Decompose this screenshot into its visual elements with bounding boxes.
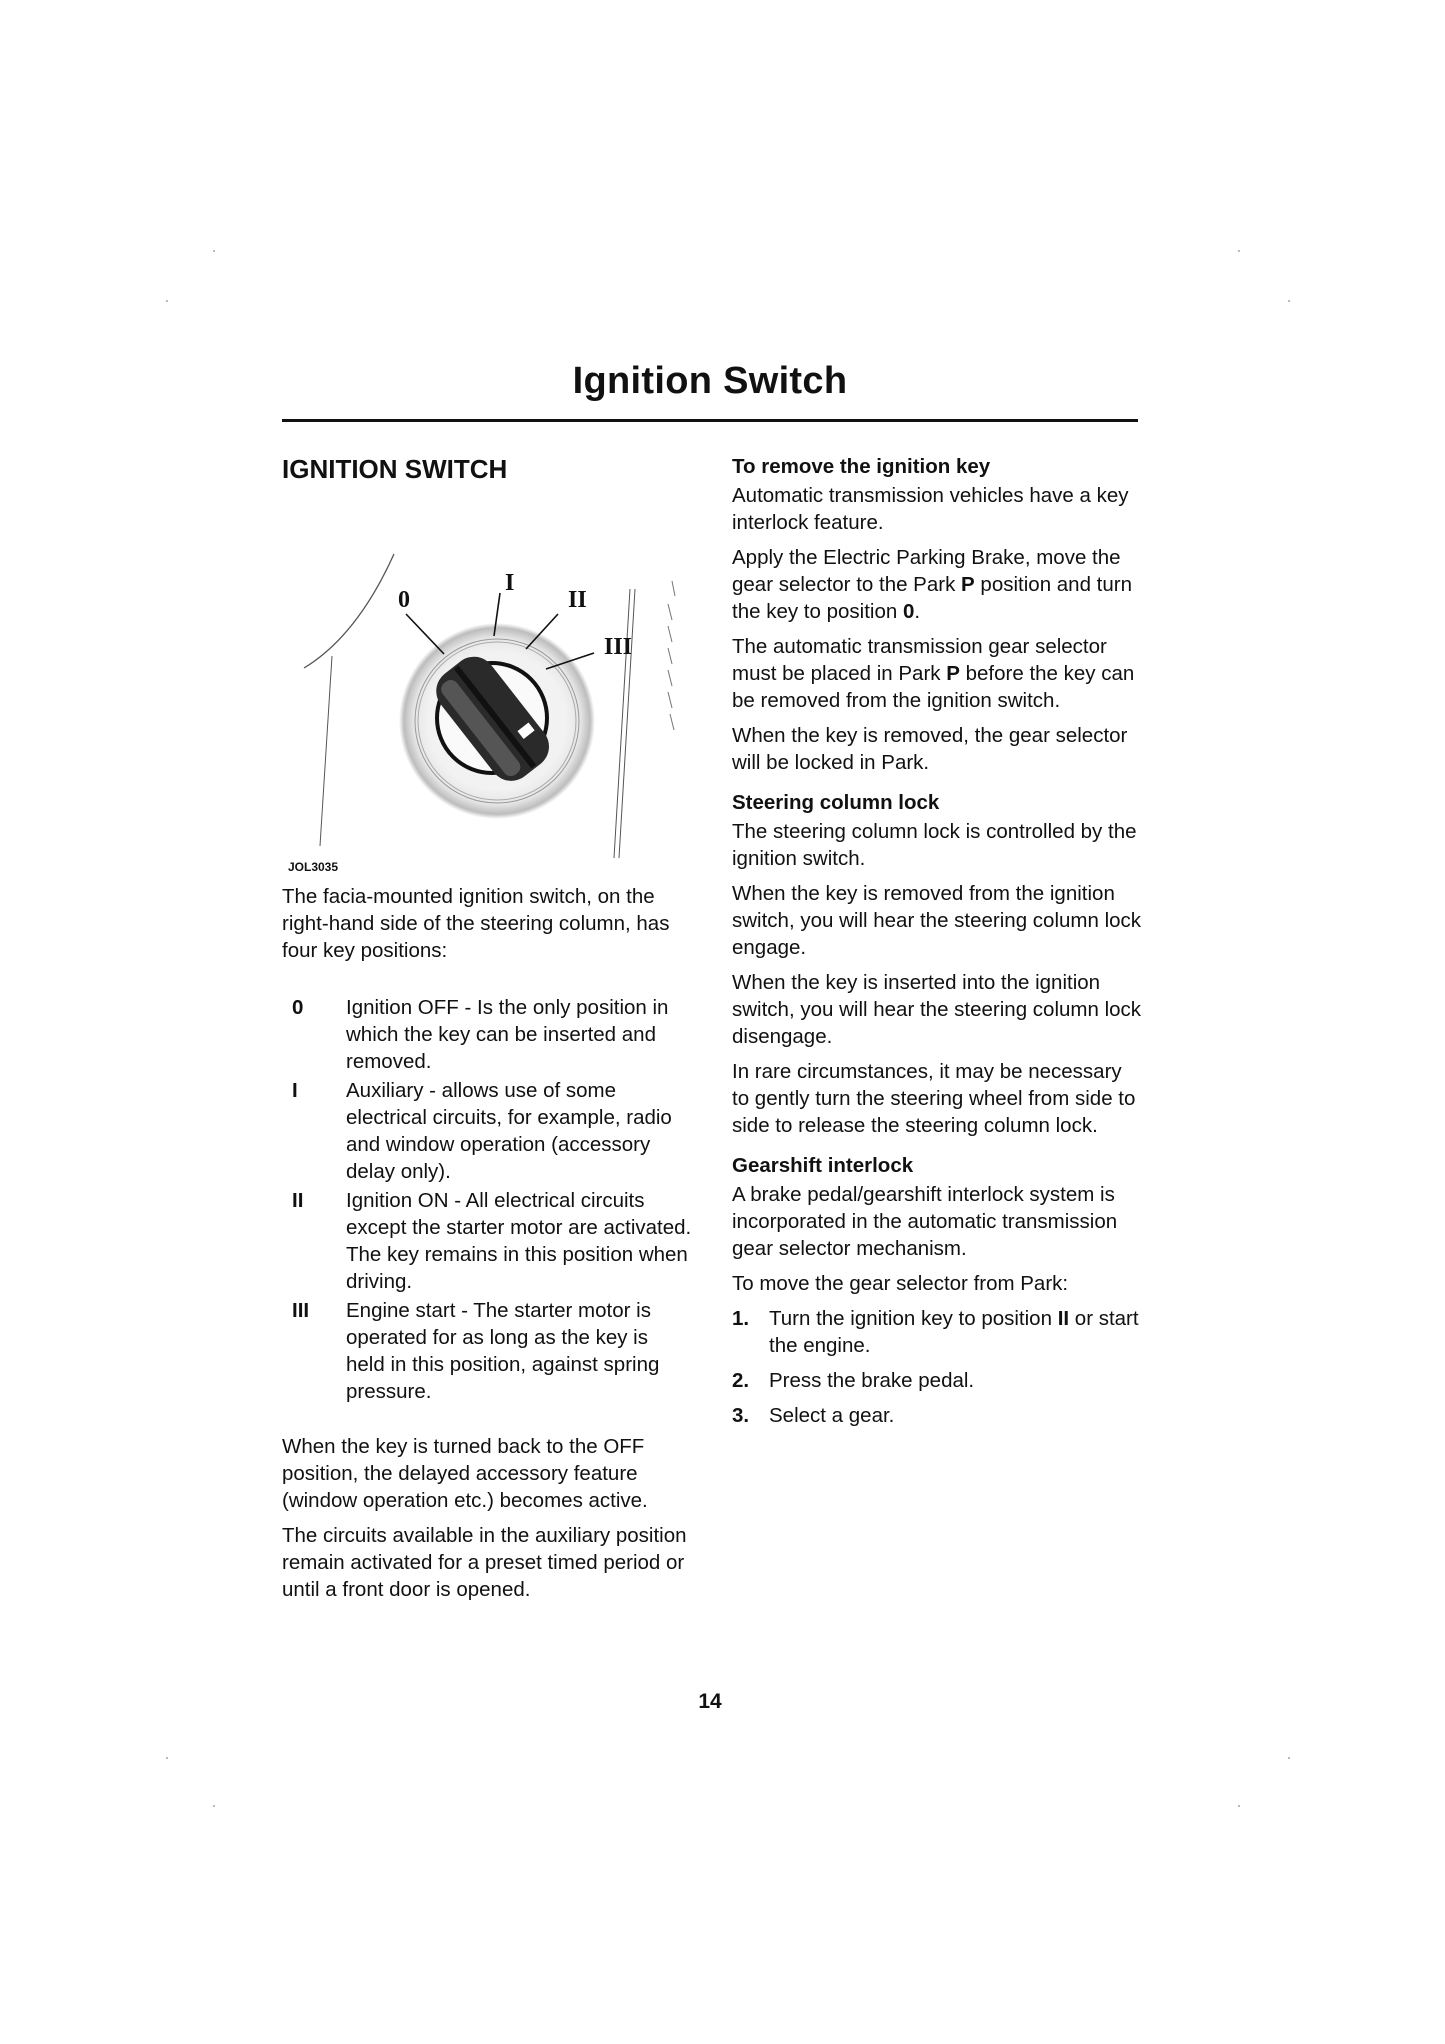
text: Turn the ignition key to position xyxy=(769,1307,1058,1330)
key-position-text: Engine start - The starter motor is operated for as long as the key is held in this position, against spring pressure. xyxy=(346,1299,660,1403)
text: 0 xyxy=(902,600,915,623)
crop-mark xyxy=(166,1757,168,1759)
page-title: Ignition Switch xyxy=(572,360,848,402)
paragraph: When the key is inserted into the ignition switch, you will hear the steering column lock disengage. xyxy=(732,971,1142,1048)
crop-mark xyxy=(213,1805,215,1807)
key-position-text: Ignition ON - All electrical circuits except the starter motor are activated. The key remains in this position when driving. xyxy=(346,1189,692,1293)
paragraph: A brake pedal/gearshift interlock system is incorporated in the automatic transmission gear selector mechanism. xyxy=(732,1183,1118,1260)
paragraph xyxy=(732,544,1142,625)
text: or start the engine. xyxy=(769,1307,1139,1357)
step-item xyxy=(732,1402,1142,1429)
crop-mark xyxy=(166,300,168,302)
intro-paragraph: The facia-mounted ignition switch, on the right-hand side of the steering column, has four key positions: xyxy=(282,885,670,962)
step-number: 1. xyxy=(732,1307,750,1330)
paragraph: When the key is removed, the gear selector will be locked in Park. xyxy=(732,724,1128,774)
text: position and turn the key to position xyxy=(732,573,1133,623)
step-text xyxy=(769,1305,1142,1359)
subheading-steering-lock: Steering column lock xyxy=(732,791,940,814)
figure-label-0: 0 xyxy=(398,587,410,613)
key-position-item xyxy=(282,1297,692,1405)
figure-label-3: III xyxy=(604,634,633,660)
key-position-text: Ignition OFF - Is the only position in which the key can be inserted and removed. xyxy=(346,996,669,1073)
paragraph: Automatic transmission vehicles have a key interlock feature. xyxy=(732,484,1129,534)
step-item xyxy=(732,1305,1142,1359)
text: II xyxy=(1057,1307,1070,1330)
ignition-switch-figure xyxy=(282,496,702,874)
section-heading: IGNITION SWITCH xyxy=(282,454,508,484)
title-divider xyxy=(282,419,1138,422)
crop-mark xyxy=(1288,300,1290,302)
paragraph: When the key is removed from the ignition switch, you will hear the steering column lock engage. xyxy=(732,882,1142,959)
step-number: 2. xyxy=(732,1369,750,1392)
right-column xyxy=(732,452,1142,1437)
subheading-gearshift-interlock: Gearshift interlock xyxy=(732,1154,914,1177)
crop-mark xyxy=(213,250,215,252)
key-position-item xyxy=(282,994,692,1075)
key-position-item xyxy=(282,1187,692,1295)
figure-id: JOL3035 xyxy=(288,860,339,874)
text: The automatic transmission gear selector must be placed in Park xyxy=(732,635,1107,685)
text: P xyxy=(946,662,960,685)
step-item xyxy=(732,1367,1142,1394)
step-text: Select a gear. xyxy=(769,1404,895,1427)
paragraph: To move the gear selector from Park: xyxy=(732,1272,1069,1295)
key-position-item xyxy=(282,1077,692,1185)
paragraph: In rare circumstances, it may be necessary to gently turn the steering wheel from side to side to release the steering column lock. xyxy=(732,1060,1136,1137)
key-position-label: I xyxy=(292,1079,298,1102)
figure-label-2: II xyxy=(568,587,587,613)
paragraph: When the key is turned back to the OFF position, the delayed accessory feature (window operation etc.) becomes active. xyxy=(282,1435,648,1512)
ignition-switch-illustration xyxy=(282,496,702,861)
paragraph xyxy=(732,633,1142,714)
key-position-label: II xyxy=(292,1189,304,1212)
text: before the key can be removed from the ignition switch. xyxy=(732,662,1135,712)
key-position-text: Auxiliary - allows use of some electrical circuits, for example, radio and window operation (accessory delay only). xyxy=(346,1079,672,1183)
key-position-label: III xyxy=(292,1299,310,1322)
crop-mark xyxy=(1238,1805,1240,1807)
left-column xyxy=(282,452,692,1611)
page-number: 14 xyxy=(698,1690,722,1713)
key-position-label: 0 xyxy=(292,996,304,1019)
subheading-remove-key: To remove the ignition key xyxy=(732,455,991,478)
paragraph: The circuits available in the auxiliary position remain activated for a preset timed period or until a front door is opened. xyxy=(282,1524,687,1601)
step-number: 3. xyxy=(732,1404,750,1427)
text: Apply the Electric Parking Brake, move the gear selector to the Park xyxy=(732,546,1121,596)
crop-mark xyxy=(1288,1757,1290,1759)
text: P xyxy=(961,573,975,596)
key-positions-list xyxy=(282,994,692,1405)
crop-mark xyxy=(1238,250,1240,252)
paragraph: The steering column lock is controlled by the ignition switch. xyxy=(732,820,1137,870)
step-text: Press the brake pedal. xyxy=(769,1369,975,1392)
figure-label-1: I xyxy=(505,570,515,596)
text: . xyxy=(914,600,921,623)
